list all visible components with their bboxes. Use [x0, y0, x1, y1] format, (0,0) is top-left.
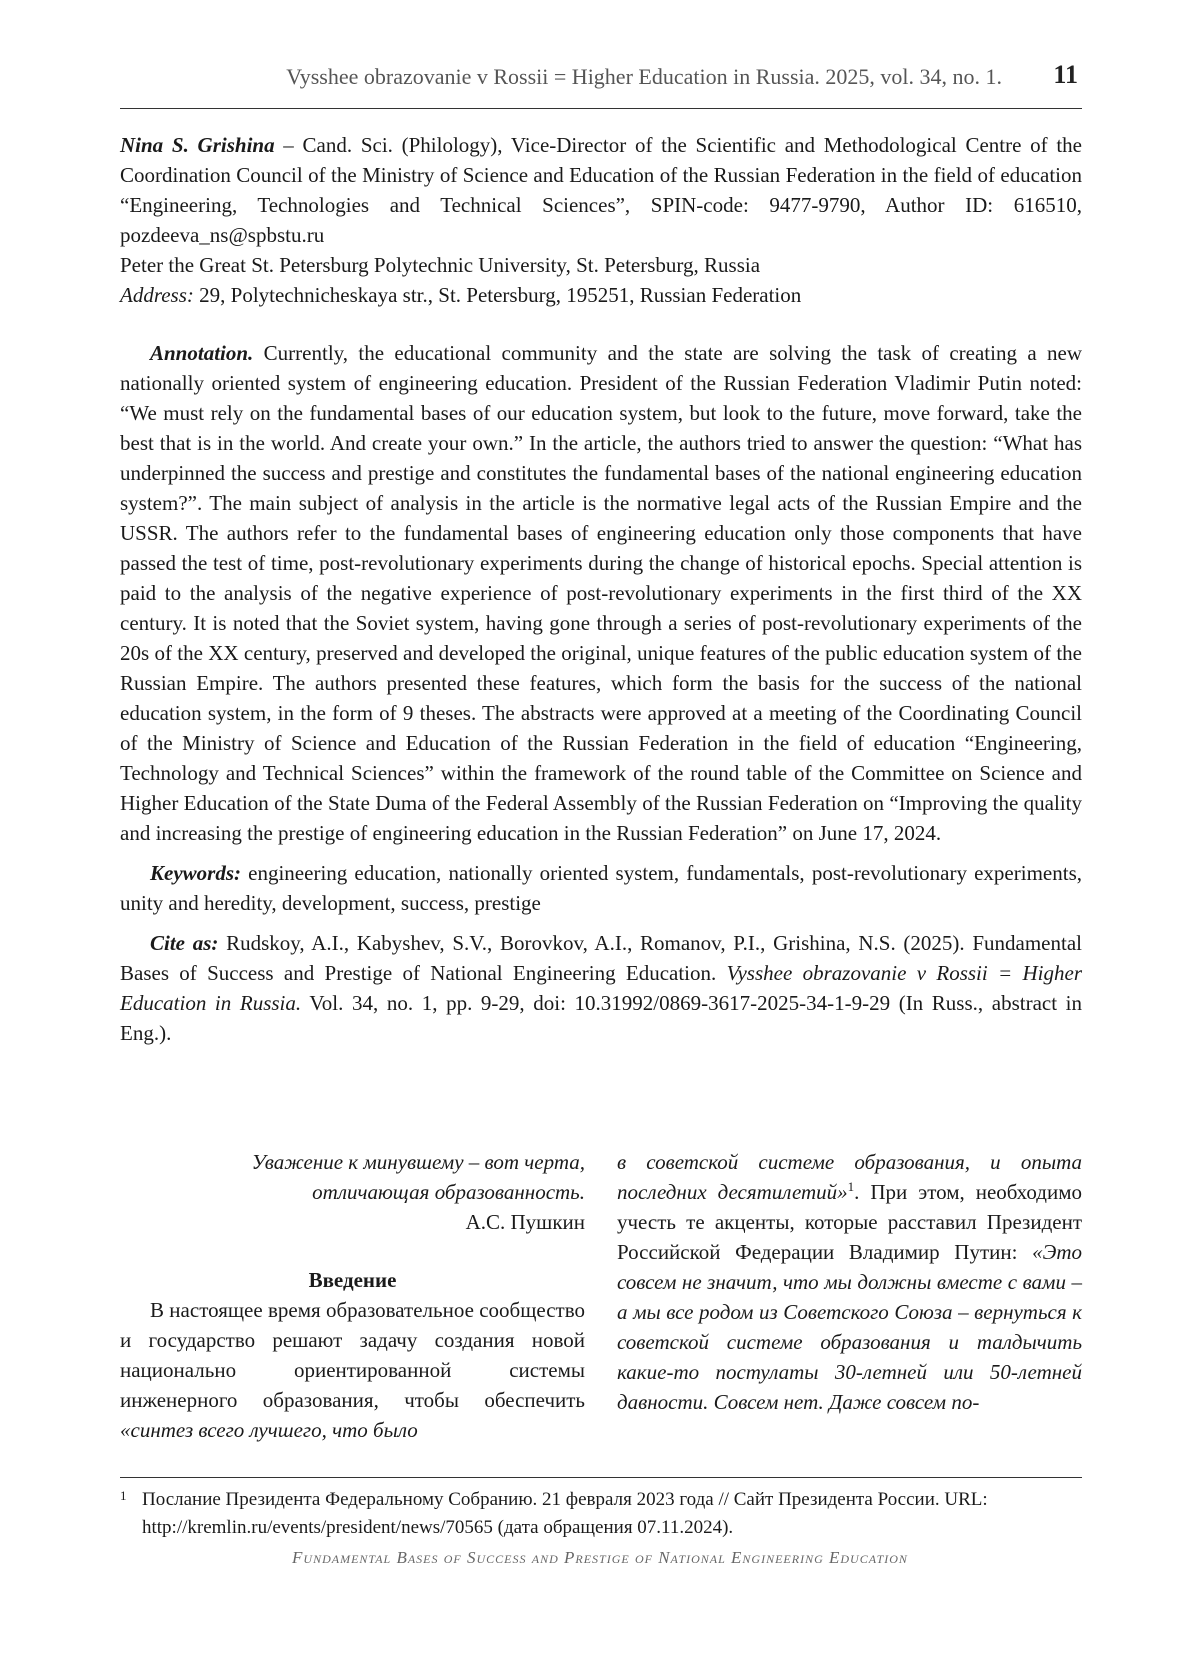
intro-text: В настоящее время образовательное сообщество и государство решают задачу создания новой национально ориентированной системы инженерного образования, чтобы обеспечить — [120, 1298, 585, 1412]
cite-text-after: Vol. 34, no. 1, pp. 9-29, doi: 10.31992/0869-3617-2025-34-1-9-29 (In Russ., abstract in Eng.). — [120, 991, 1082, 1045]
cite-label: Cite as: — [150, 931, 219, 955]
page-number: 11 — [1053, 60, 1078, 89]
right-column-text: . При этом, необходимо учесть те акценты, которые расставил Президент Российской Федерации Владимир Путин: — [617, 1180, 1082, 1264]
footnote-text: Послание Президента Федеральному Собранию. 21 февраля 2023 года // Сайт Президента России. URL: http://kremlin.ru/events/president/news/70565 (дата обращения 07.11.2024). — [142, 1489, 988, 1538]
author-details: – Cand. Sci. (Philology), Vice-Director of the Scientific and Methodological Centre of the Coordination Council of the Ministry of Science and Education of the Russian Federation in the field of education “Engineering, Technologies and Technical Sciences”, SPIN-code: 9477-9790, Author ID: 616510, pozdeeva_ns@spbstu.ru — [120, 133, 1083, 247]
running-header — [120, 60, 1082, 109]
epigraph-line-2: отличающая образованность. — [312, 1180, 585, 1204]
annotation-text: Currently, the educational community and the state are solving the task of creating a new nationally oriented system of engineering education. President of the Russian Federation Vladimir Putin noted: “We must rely on the fundamental bases of our education system, but look to the future, move forward, take the best that is in the world. And create your own.” In the article, the authors tried to answer the question: “What has underpinned the success and prestige and constitutes the fundamental bases of the national engineering education system?”. The main subject of analysis in the article is the normative legal acts of the Russian Empire and the USSR. The authors refer to the fundamental bases of engineering education only those components that have passed the test of time, post-revolutionary experiments during the change of historical epochs. Special attention is paid to the analysis of the negative experience of post-revolutionary experiments in the first third of the XX century. It is noted that the Soviet system, having gone through a series of post-revolutionary experiments of the 20s of the XX century, preserved and developed the original, unique features of the public education system of the Russian Empire. The authors presented these features, which form the basis for the success of the national education system, in the form of 9 theses. The abstracts were approved at a meeting of the Coordinating Council of the Ministry of Science and Education of the Russian Federation in the field of education “Engineering, Technology and Technical Sciences” within the framework of the round table of the Committee on Science and Higher Education of the State Duma of the Federal Assembly of the Russian Federation on “Improving the quality and increasing the prestige of engineering education in the Russian Federation” on June 17, 2024. — [120, 341, 1082, 845]
running-footer: Fundamental Bases of Success and Prestige of National Engineering Education — [292, 1548, 908, 1567]
journal-citation: Vysshee obrazovanie v Rossii = Higher Education in Russia. 2025, vol. 34, no. 1. — [286, 64, 1002, 89]
author-bio — [120, 130, 1082, 250]
cite-text-before: Rudskoy, A.I., Kabyshev, S.V., Borovkov, A.I., Romanov, P.I., Grishina, N.S. (2025). Fundamental Bases of Success and Prestige of National Engineering Education. — [120, 931, 1082, 985]
epigraph-line-1: Уважение к минувшему – вот черта, — [251, 1150, 585, 1174]
intro-quote: «синтез всего лучшего, что было — [120, 1418, 418, 1442]
intro-paragraph — [120, 1295, 585, 1445]
right-column — [617, 1147, 1082, 1417]
footnote-divider — [120, 1477, 1082, 1478]
cite-journal: Vysshee obrazovanie v Rossii = Higher Education in Russia. — [120, 961, 1082, 1015]
epigraph-author: А.С. Пушкин — [465, 1210, 585, 1234]
keywords-text: engineering education, nationally oriented system, fundamentals, post-revolutionary experiments, unity and heredity, development, success, prestige — [120, 861, 1082, 915]
putin-quote: «Это совсем не значит, что мы должны вместе с вами – а мы все родом из Советского Союза – вернуться к советской системе образования и талдычить какие-то постулаты 30-летней или 50-летней давности. Совсем нет. Даже совсем по- — [617, 1240, 1082, 1414]
annotation-paragraph — [120, 338, 1082, 848]
left-column — [120, 1147, 585, 1445]
annotation-label: Annotation. — [150, 341, 254, 365]
author-info — [120, 130, 1082, 310]
quote-continuation: в советской системе образования, и опыта последних десятилетий» — [617, 1150, 1082, 1204]
footnote-ref: 1 — [847, 1179, 855, 1194]
section-title: Введение — [308, 1268, 397, 1292]
keywords-label: Keywords: — [150, 861, 241, 885]
author-name: Nina S. Grishina — [120, 133, 275, 157]
footnote-mark: 1 — [120, 1488, 127, 1503]
keywords-paragraph — [120, 858, 1082, 918]
epigraph — [120, 1147, 585, 1237]
author-affiliation: Peter the Great St. Petersburg Polytechnic University, St. Petersburg, Russia — [120, 253, 761, 277]
address-text: 29, Polytechnicheskaya str., St. Petersburg, 195251, Russian Federation — [193, 283, 802, 307]
footnote — [120, 1486, 1082, 1542]
cite-paragraph — [120, 928, 1082, 1048]
address-label: Address: — [120, 283, 194, 307]
abstract-block — [120, 338, 1082, 1054]
author-address — [120, 280, 1082, 310]
